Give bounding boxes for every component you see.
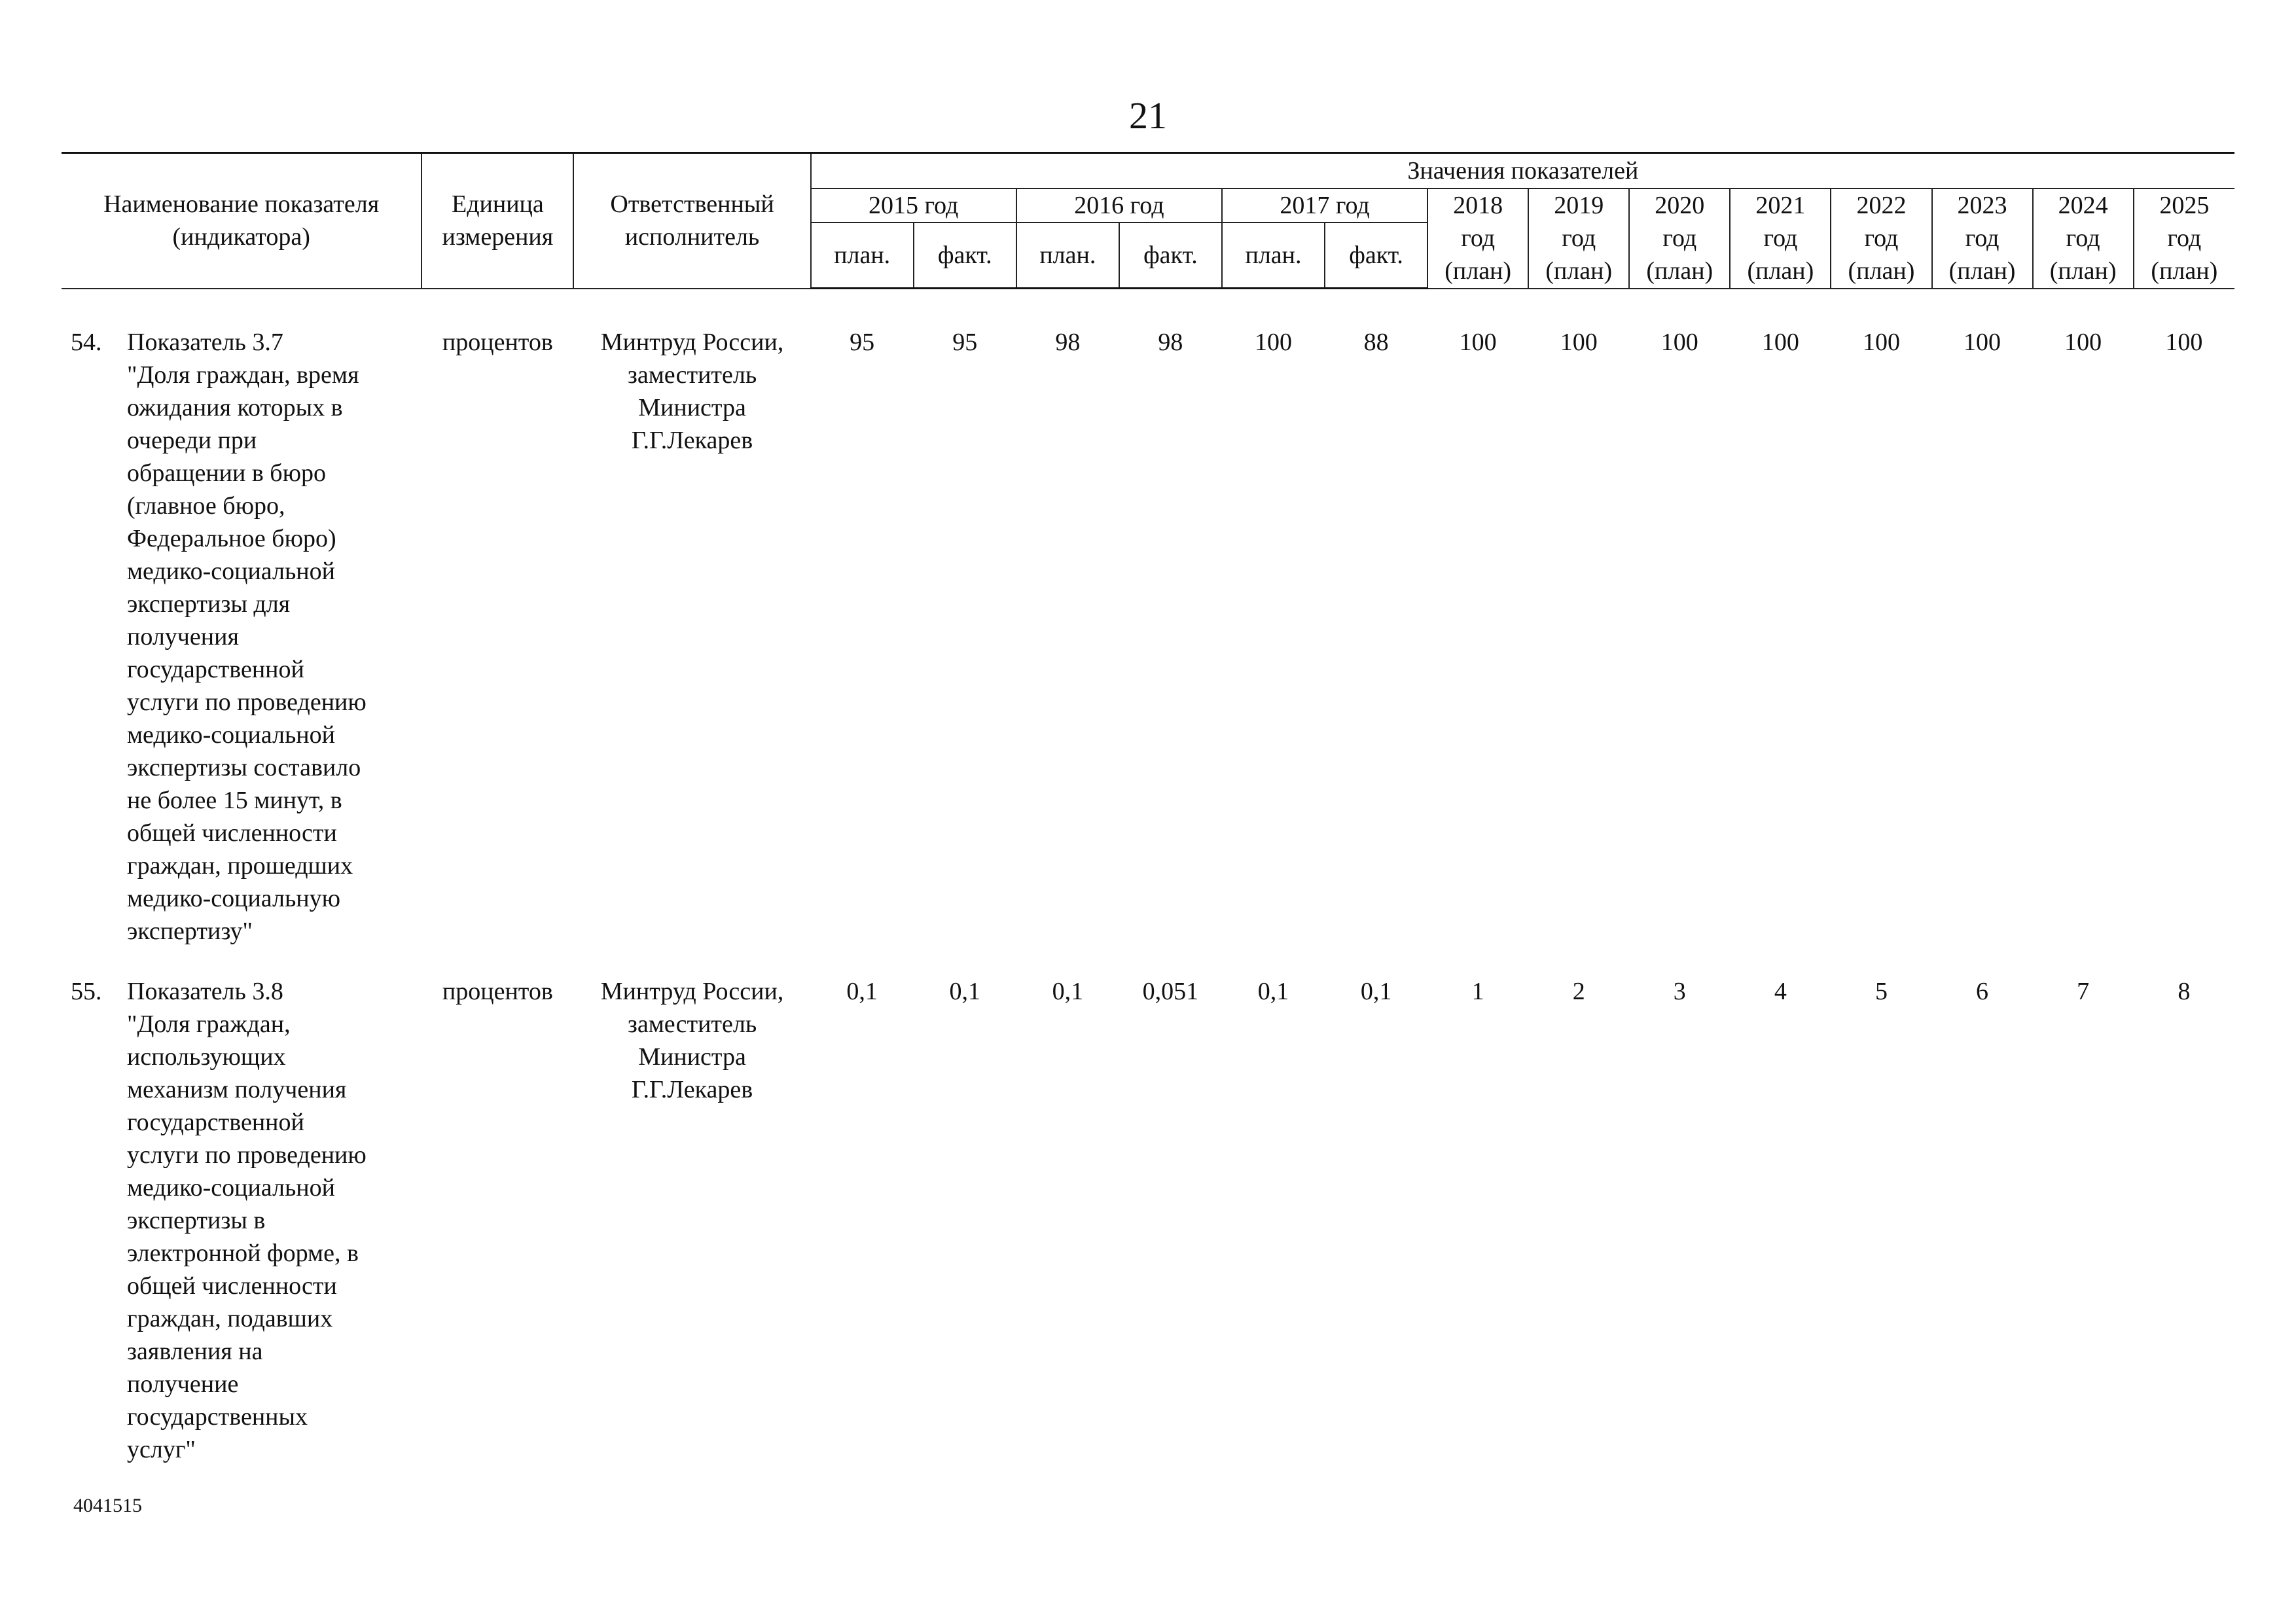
indicators-table-container: [62, 152, 2234, 1466]
indicator-name-line: Показатель 3.7: [127, 329, 283, 356]
value-cell: 95: [952, 329, 978, 356]
header-year-plan-line: (план): [1545, 257, 1613, 285]
header-year-plan-line: (план): [1747, 257, 1814, 285]
header-year-plan-line: год: [1965, 224, 2000, 253]
value-cell: 88: [1363, 329, 1389, 356]
value-cell: 4: [1774, 978, 1787, 1005]
header-year-plan: [1528, 188, 1629, 289]
header-plan: план.: [811, 223, 914, 289]
executor-line: заместитель: [627, 361, 757, 389]
header-fact: факт.: [1325, 223, 1427, 289]
value-cell: 7: [2077, 978, 2090, 1005]
header-year-plan-line: (план): [1848, 257, 1915, 285]
indicator-name-line: государственной: [127, 656, 304, 683]
header-year-plan-line: (план): [1646, 257, 1713, 285]
table-row: [62, 975, 2234, 1466]
gap-row: [62, 948, 2234, 975]
spacer-row: [62, 289, 2234, 327]
indicator-name-line: общей численности: [127, 819, 337, 847]
header-year-plan-line: год: [1662, 224, 1697, 253]
spacer-cell: [62, 289, 2234, 327]
value-cell: 0,1: [846, 978, 878, 1005]
executor-cell: [573, 975, 810, 1466]
header-year-split: 2015 год: [811, 188, 1016, 223]
header-executor: Ответственный исполнитель: [573, 153, 810, 289]
indicator-name-line: услуги по проведению: [127, 688, 367, 716]
indicator-name-line: медико-социальную: [127, 885, 341, 912]
indicator-name-line: электронной форме, в: [127, 1240, 359, 1267]
value-cell: 100: [1254, 329, 1292, 356]
indicator-name-line: услуги по проведению: [127, 1141, 367, 1169]
indicator-name-line: очереди при: [127, 427, 257, 454]
value-cell: 0,1: [1257, 978, 1289, 1005]
indicator-name-line: граждан, подавших: [127, 1305, 333, 1332]
value-cell: 98: [1055, 329, 1081, 356]
indicator-name-line: "Доля граждан, время: [127, 361, 359, 389]
indicator-name-line: заявления на: [127, 1338, 263, 1365]
header-year-split: 2017 год: [1222, 188, 1427, 223]
header-plan: план.: [1222, 223, 1325, 289]
header-year-plan-line: год: [1562, 224, 1596, 253]
indicator-name-line: экспертизы составило: [127, 754, 361, 781]
value-cell: 100: [2165, 329, 2203, 356]
header-year-plan-line: 2025: [2159, 192, 2210, 220]
indicator-name-line: обращении в бюро: [127, 459, 326, 487]
header-unit: Единица измерения: [422, 153, 573, 289]
header-year-plan-line: год: [1763, 224, 1798, 253]
header-year-plan-line: год: [2167, 224, 2202, 253]
header-year-plan-line: 2018: [1453, 192, 1503, 220]
indicator-name-line: медико-социальной: [127, 1174, 335, 1202]
indicator-name-line: общей численности: [127, 1272, 337, 1300]
header-year-plan-line: (план): [2049, 257, 2117, 285]
header-year-plan-line: 2024: [2058, 192, 2108, 220]
header-year-plan-line: 2021: [1755, 192, 1806, 220]
header-values-group: Значения показателей: [811, 153, 2234, 189]
indicator-name-cell: [62, 326, 422, 948]
indicator-name-line: государственной: [127, 1109, 304, 1136]
header-year-plan-line: (план): [1948, 257, 2016, 285]
value-cell: 100: [2064, 329, 2102, 356]
executor-line: заместитель: [627, 1010, 757, 1038]
executor-line: Минтруд России,: [600, 329, 784, 356]
table-row: [62, 326, 2234, 948]
executor-line: Министра: [638, 394, 746, 421]
value-cell: 100: [1761, 329, 1799, 356]
executor-line: Г.Г.Лекарев: [631, 1076, 753, 1103]
value-cell: 95: [850, 329, 875, 356]
table-header: [62, 153, 2234, 289]
indicator-name-line: ожидания которых в: [127, 394, 343, 421]
header-year-plan: [2134, 188, 2234, 289]
header-year-plan-line: год: [2066, 224, 2100, 253]
unit-cell: процентов: [442, 978, 553, 1005]
header-year-plan-line: 2019: [1554, 192, 1604, 220]
value-cell: 100: [1660, 329, 1698, 356]
indicator-name-line: государственных: [127, 1403, 308, 1431]
row-number: 54.: [71, 329, 102, 356]
header-year-plan: [1427, 188, 1528, 289]
header-year-plan: [1730, 188, 1831, 289]
value-cell: 5: [1874, 978, 1888, 1005]
document-code: 4041515: [73, 1495, 142, 1516]
header-year-plan-line: 2023: [1957, 192, 2007, 220]
indicator-name-line: Показатель 3.8: [127, 978, 283, 1005]
indicator-name-line: экспертизы в: [127, 1207, 266, 1234]
indicator-name-line: граждан, прошедших: [127, 852, 353, 880]
indicator-name-line: Федеральное бюро): [127, 525, 336, 552]
value-cell: 100: [1862, 329, 1900, 356]
value-cell: 2: [1572, 978, 1585, 1005]
header-fact: факт.: [1119, 223, 1222, 289]
value-cell: 0,1: [1052, 978, 1084, 1005]
indicator-name-line: механизм получения: [127, 1076, 347, 1103]
value-cell: 0,1: [1360, 978, 1392, 1005]
indicator-name-line: экспертизы для: [127, 590, 291, 618]
table-body: [62, 289, 2234, 1467]
header-year-plan: [1932, 188, 2033, 289]
indicator-name-line: (главное бюро,: [127, 492, 285, 520]
row-number: 55.: [71, 978, 102, 1005]
executor-line: Г.Г.Лекарев: [631, 427, 753, 454]
value-cell: 0,1: [949, 978, 980, 1005]
header-year-plan: [2033, 188, 2134, 289]
header-year-plan: [1629, 188, 1730, 289]
header-name: Наименование показателя (индикатора): [62, 153, 422, 289]
value-cell: 1: [1471, 978, 1484, 1005]
gap-cell: [62, 948, 2234, 975]
value-cell: 8: [2178, 978, 2191, 1005]
value-cell: 3: [1673, 978, 1686, 1005]
value-cell: 0,051: [1142, 978, 1199, 1005]
indicator-name-line: получения: [127, 623, 239, 651]
value-cell: 100: [1459, 329, 1497, 356]
header-year-plan-line: год: [1461, 224, 1496, 253]
header-year-plan-line: год: [1864, 224, 1899, 253]
indicator-name-line: медико-социальной: [127, 721, 335, 749]
executor-cell: [573, 326, 810, 948]
header-fact: факт.: [914, 223, 1016, 289]
indicator-name-line: использующих: [127, 1043, 286, 1071]
indicator-name-line: получение: [127, 1370, 239, 1398]
unit-cell: процентов: [442, 329, 553, 356]
indicators-table: [62, 152, 2234, 1466]
value-cell: 100: [1560, 329, 1598, 356]
indicator-name-line: не более 15 минут, в: [127, 787, 342, 814]
value-cell: 100: [1964, 329, 2001, 356]
executor-line: Министра: [638, 1043, 746, 1071]
header-year-split: 2016 год: [1016, 188, 1222, 223]
indicator-name: [127, 326, 402, 948]
indicator-name-line: медико-социальной: [127, 558, 335, 585]
indicator-name-line: услуг": [127, 1436, 196, 1463]
page-number: 21: [1129, 94, 1167, 137]
indicator-name-line: "Доля граждан,: [127, 1010, 291, 1038]
indicator-name: [127, 975, 402, 1466]
header-year-plan: [1831, 188, 1931, 289]
value-cell: 6: [1976, 978, 1989, 1005]
header-year-plan-line: (план): [2151, 257, 2218, 285]
header-plan: план.: [1016, 223, 1119, 289]
header-year-plan-line: 2020: [1655, 192, 1705, 220]
header-year-plan-line: (план): [1444, 257, 1512, 285]
indicator-name-line: экспертизу": [127, 918, 253, 945]
executor-line: Минтруд России,: [600, 978, 784, 1005]
indicator-name-cell: [62, 975, 422, 1466]
header-year-plan-line: 2022: [1856, 192, 1907, 220]
value-cell: 98: [1158, 329, 1183, 356]
